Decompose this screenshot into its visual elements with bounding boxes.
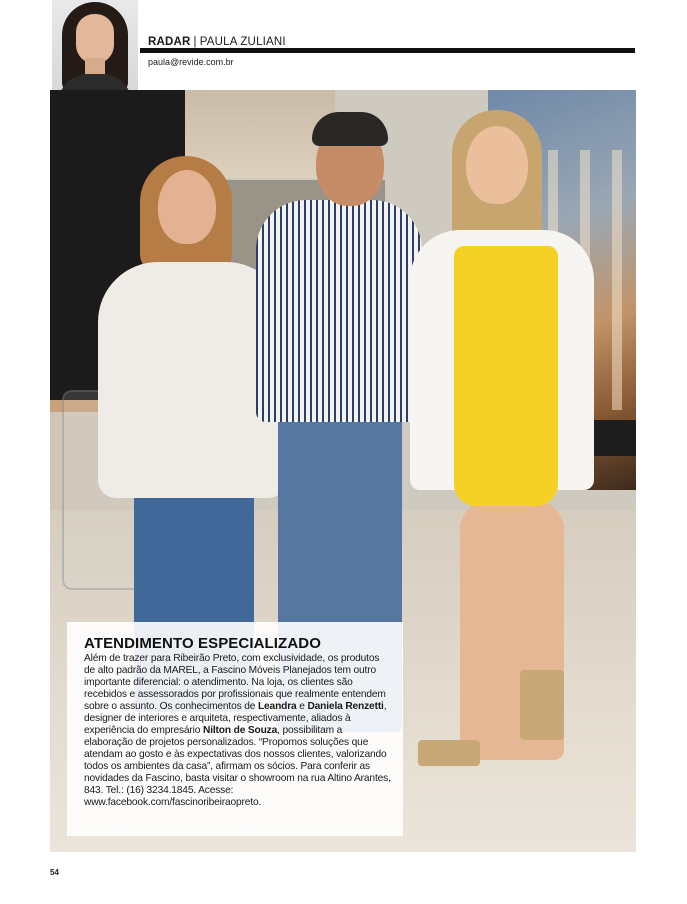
person-shoe: [418, 740, 480, 766]
kicker-separator: |: [193, 36, 197, 48]
author-photo: [52, 0, 138, 90]
header-rule: [140, 48, 635, 53]
author-email: paula@revide.com.br: [148, 57, 234, 67]
person-name-daniela: Daniela Renzetti: [307, 701, 384, 712]
article-text: , possibilitam a elaboração de projetos personalizados. “Propomos soluções que atendam ao gosto e às expectativas dos nossos clientes, valorizando todos os ambientes da casa”, afirmam os sócios. Para conferir as novidades da Fascino, basta visitar o showroom na rua Altino Arantes, 843. Tel.: (16) 3234.1845. Acesse: www.facebook.com/fascinoribeiraopreto.: [84, 725, 391, 808]
article-title: ATENDIMENTO ESPECIALIZADO: [84, 635, 321, 652]
article-text: Além de trazer para Ribeirão Preto, com exclusividade, os produtos de alto padrão da MAREL, a Fascino Móveis Planejados tem outro importante diferencial: o atendimento. Na loja, os clientes são recebidos e assessorados por profissionais que realmente entendem sobre o assunto. Os conhecimentos de: [84, 653, 386, 712]
person-right: [400, 110, 600, 790]
article-textbox: [67, 622, 403, 836]
article-text: e: [296, 701, 308, 712]
author-name: PAULA ZULIANI: [199, 36, 286, 48]
person-hair: [312, 112, 388, 146]
person-shoe: [520, 670, 564, 740]
person-name-nilton: Nilton de Souza: [202, 725, 278, 736]
column-kicker: [148, 36, 286, 48]
person-striped-shirt: [256, 200, 422, 422]
article-body: [84, 653, 393, 809]
person-face: [158, 170, 216, 244]
article-text: , designer de interiores e arquiteta, respectivamente, aliados à experiência do empresário: [84, 701, 387, 736]
author-face: [76, 14, 114, 64]
section-name: RADAR: [148, 36, 191, 48]
person-yellow-dress: [454, 246, 558, 506]
painting-column: [612, 150, 622, 410]
page-number: 54: [50, 868, 59, 877]
person-name-leandra: Leandra: [257, 701, 297, 712]
person-face: [466, 126, 528, 204]
